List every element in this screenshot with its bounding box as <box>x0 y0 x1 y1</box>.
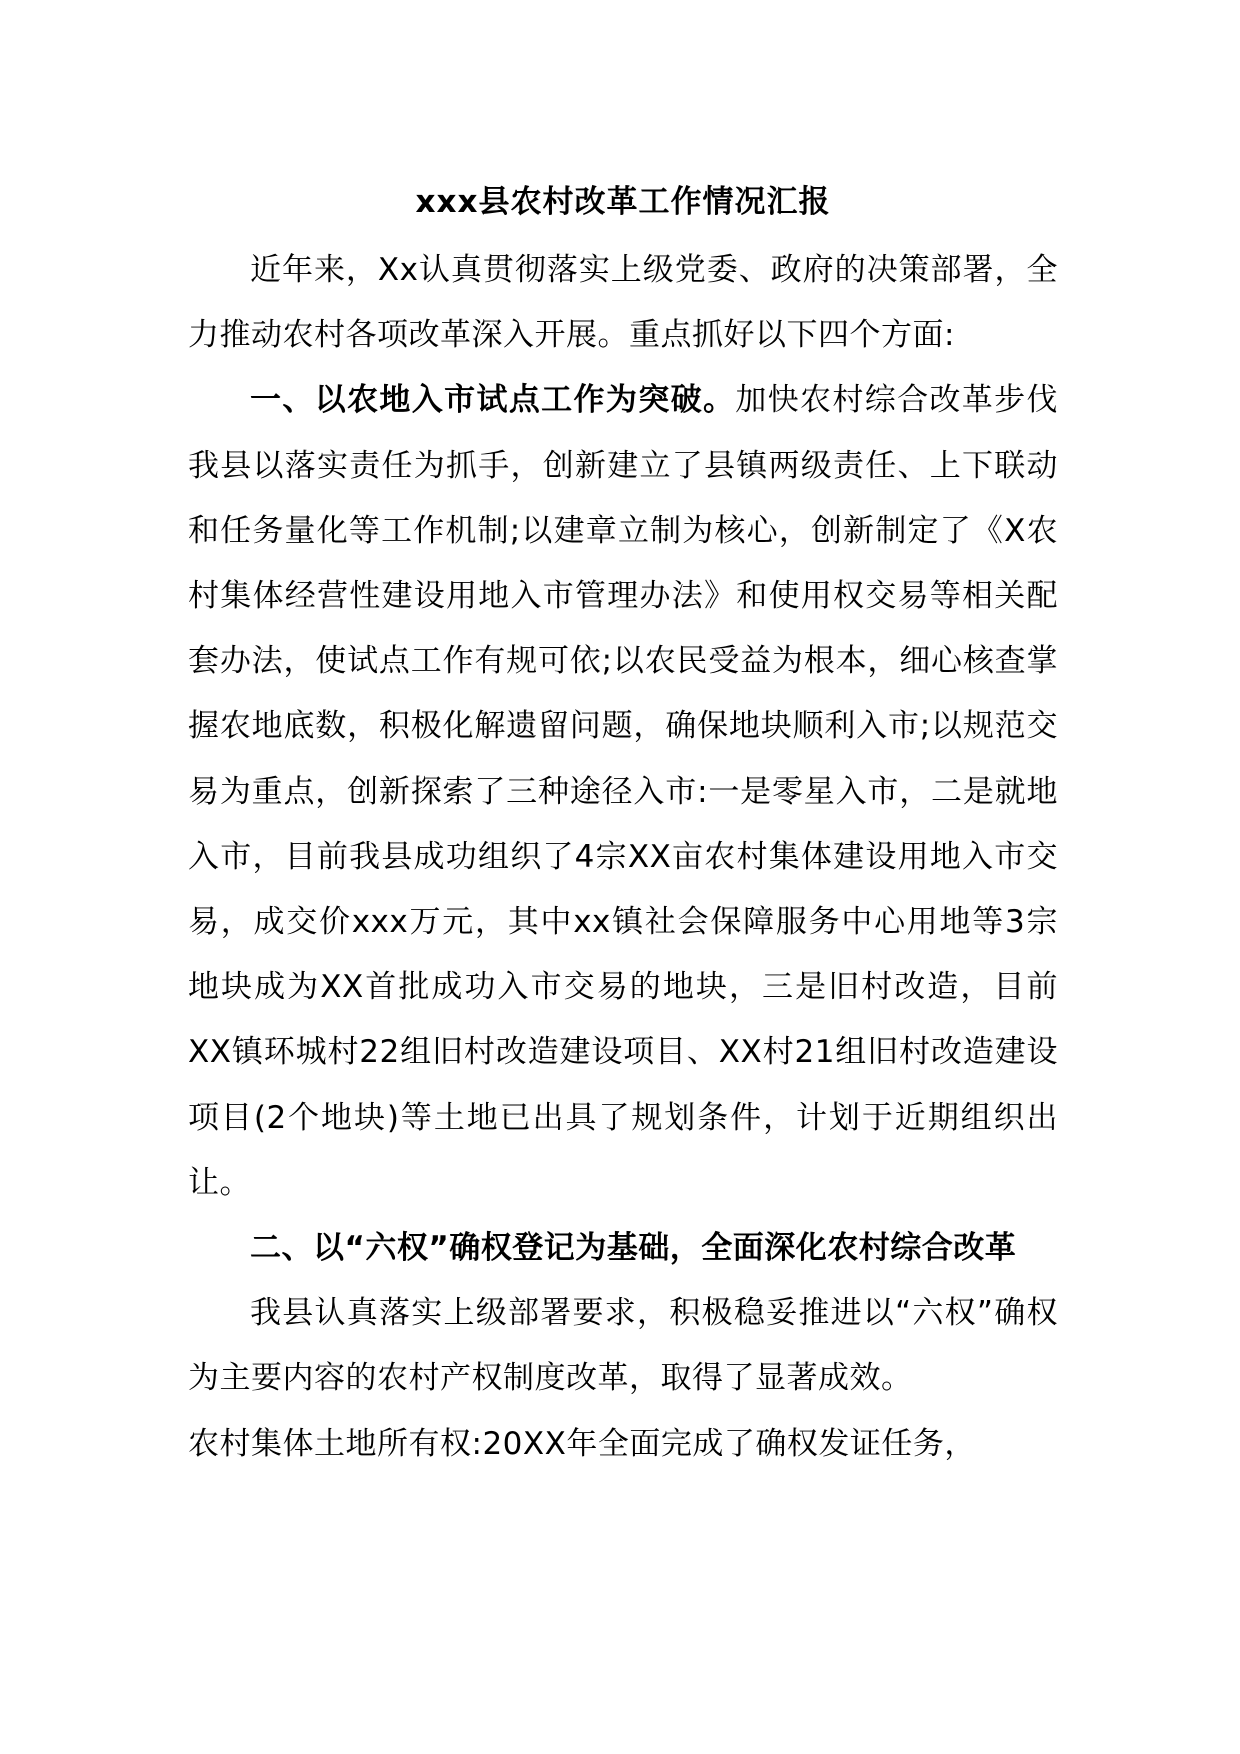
section-2-continuation: 农村集体土地所有权:20XX年全面完成了确权发证任务， <box>188 1425 976 1462</box>
section-2-heading: 二、以“六权”确权登记为基础，全面深化农村综合改革 <box>250 1230 1017 1267</box>
section-1-heading: 一、以农地入市试点工作为突破。 <box>250 382 736 419</box>
section-1-paragraph <box>188 368 1058 1216</box>
intro-paragraph: 近年来，Xx认真贯彻落实上级党委、政府的决策部署，全力推动农村各项改革深入开展。重点抓好以下四个方面: <box>188 252 1058 354</box>
section-1-body: 加快农村综合改革步伐我县以落实责任为抓手，创新建立了县镇两级责任、上下联动和任务量化等工作机制;以建章立制为核心，创新制定了《X农村集体经营性建设用地入市管理办法》和使用权交易等相关配套办法，使试点工作有规可依;以农民受益为根本，细心核查掌握农地底数，积极化解遗留问题，确保地块顺利入市;以规范交易为重点，创新探索了三种途径入市:一是零星入市，二是就地入市，目前我县成功组织了4宗XX亩农村集体建设用地入市交易，成交价xxx万元，其中xx镇社会保障服务中心用地等3宗地块成为XX首批成功入市交易的地块，三是旧村改造，目前XX镇环城村22组旧村改造建设项目、XX村21组旧村改造建设项目(2个地块)等土地已出具了规划条件，计划于近期组织出让。 <box>188 382 1058 1201</box>
document-body <box>188 176 1058 1477</box>
section-2-paragraph: 我县认真落实上级部署要求，积极稳妥推进以“六权”确权为主要内容的农村产权制度改革，取得了显著成效。 <box>188 1295 1058 1397</box>
document-title: xxx县农村改革工作情况汇报 <box>415 184 831 220</box>
